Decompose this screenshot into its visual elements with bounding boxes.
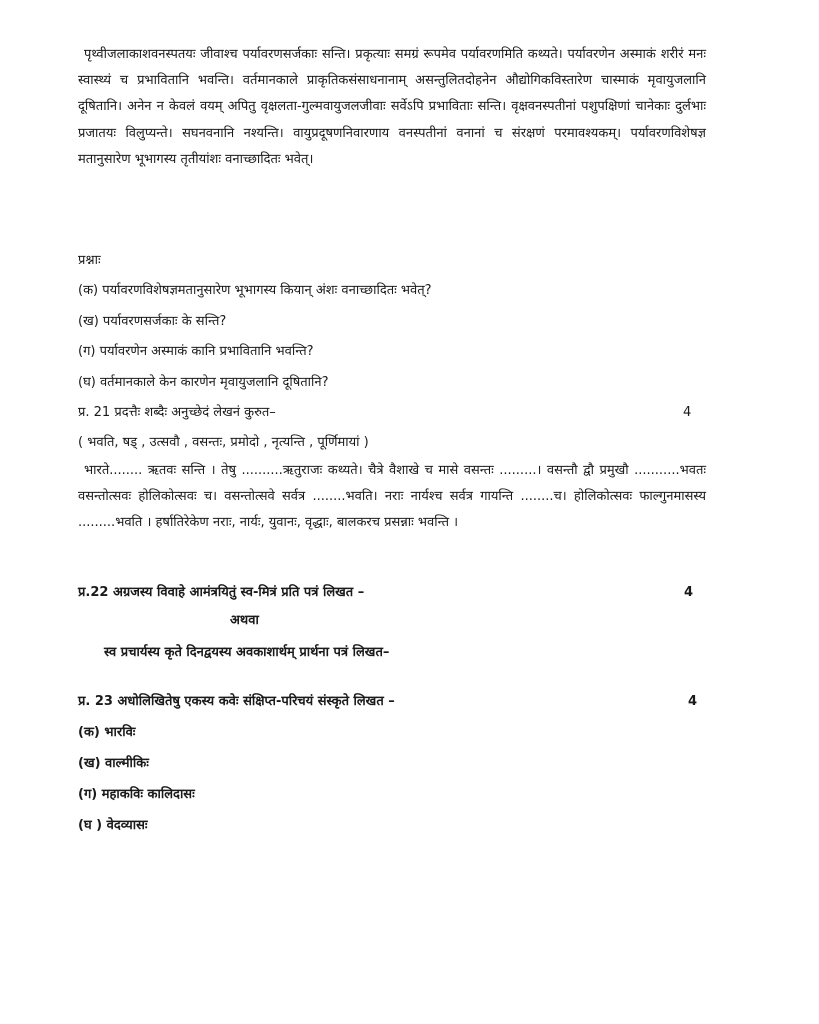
question-kha: (ख) पर्यावरणसर्जकाः के सन्ति? <box>78 314 227 329</box>
q21-words: ( भवति, षड् , उत्सवौ , वसन्तः, प्रमोदो , नृत्यन्ति , पूर्णिमायां ) <box>78 435 369 450</box>
question-gha: (घ) वर्तमानकाले केन कारणेन मृवायुजलानि दूषितानि? <box>78 375 329 390</box>
q21-title: प्र. 21 प्रदत्तैः शब्दैः अनुच्छेदं लेखनं कुरुत– <box>78 405 276 420</box>
q22-title: प्र.22 अग्रजस्य विवाहे आमंत्रयितुं स्व-मित्रं प्रति पत्रं लिखत – <box>78 585 365 600</box>
q22-marks: 4 <box>684 585 694 600</box>
q23-option-gha: (घ ) वेदव्यासः <box>78 818 148 833</box>
question-ka: (क) पर्यावरणविशेषज्ञमतानुसारेण भूभागस्य कियान् अंशः वनाच्छादितः भवेत्? <box>78 283 432 298</box>
q22-or: अथवा <box>230 613 259 628</box>
question-ga: (ग) पर्यावरणेन अस्माकं कानि प्रभावितानि भवन्ति? <box>78 344 314 359</box>
questions-heading: प्रश्नाः <box>78 253 101 268</box>
q21-text: भारते........ ऋतवः सन्ति । तेषु ..........ऋतुराजः कथ्यते। चैत्रे वैशाखे च मासे वसन्तः .........। वसन्तौ द्वौ प्रमुखौ ...........भवतः वसन्तोत्सवः होलिकोत्सवः च। वसन्तोत्सवे सर्वत्र ........भवति। नराः नार्यश्च सर्वत्र गायन्ति ........च। होलिकोत्सवः फाल्गुनमासस्य .........भवति । हर्षातिरेकेण नराः, नार्यः, युवानः, वृद्धाः, बालकरच प्रसन्नाः भवन्ति । <box>78 463 706 530</box>
q23-option-kha: (ख) वाल्मीकिः <box>78 756 149 771</box>
q23-option-ka: (क) भारविः <box>78 725 136 740</box>
q23-marks: 4 <box>688 694 698 709</box>
q23-option-ga: (ग) महाकविः कालिदासः <box>78 787 195 802</box>
passage: पृथ्वीजलाकाशवनस्पतयः जीवाश्च पर्यावरणसर्जकाः सन्ति। प्रकृत्याः समग्रं रूपमेव पर्यावरणमिति कथ्यते। पर्यावरणेन अस्माकं शरीरं मनः स्वास्थ्यं च प्रभावितानि भवन्ति। वर्तमानकाले प्राकृतिकसंसाधनानाम् असन्तुलितदोहनेन औद्योगिकविस्तारेण चास्माकं मृवायुजलानि दूषितानि। अनेन न केवलं वयम् अपितु वृक्षलता-गुल्मवायुजलजीवाः सर्वेऽपि प्रभाविताः सन्ति। वृक्षवनस्पतीनां पशुपक्षिणां चानेकाः दुर्लभाः प्रजातयः विलुप्यन्ते। सघनवनानि नश्यन्ति। वायुप्रदूषणनिवारणाय वनस्पतीनां वनानां च संरक्षणं परमावश्यकम्। पर्यावरणविशेषज्ञ मतानुसारेण भूभागस्य तृतीयांशः वनाच्छादितः भवेत्। <box>78 47 706 167</box>
q21-marks: 4 <box>683 405 692 420</box>
q22-alt: स्व प्रचार्यस्य कृते दिनद्वयस्य अवकाशार्थम् प्रार्थना पत्रं लिखत– <box>104 645 390 660</box>
q23-title: प्र. 23 अधोलिखितेषु एकस्य कवेः संक्षिप्त-परिचयं संस्कृते लिखत – <box>78 694 395 709</box>
